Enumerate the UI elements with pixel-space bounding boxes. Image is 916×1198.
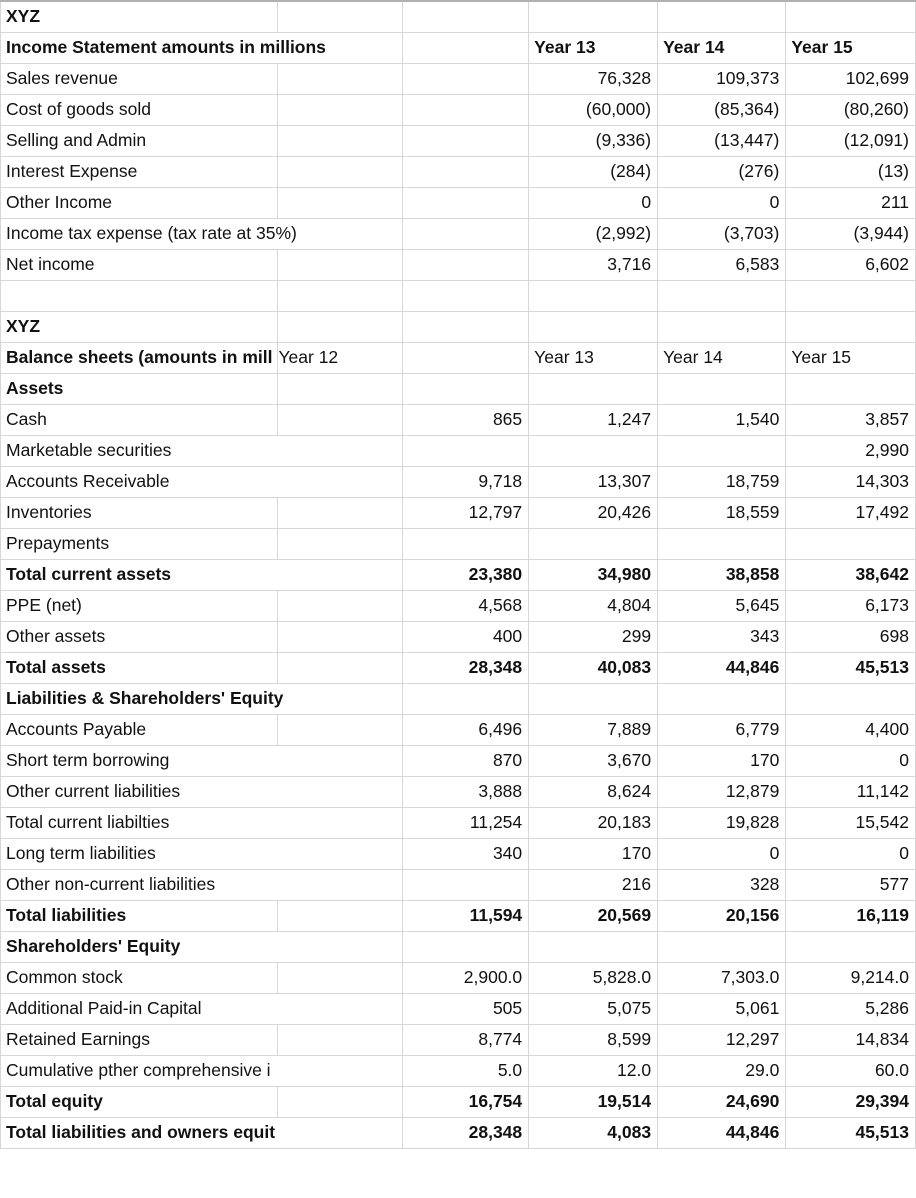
balance-row <box>1 1024 916 1055</box>
balance-value-cell[interactable]: 1,247 <box>529 404 658 435</box>
balance-row-label[interactable]: Cumulative pther comprehensive i <box>1 1055 403 1086</box>
income-header-row <box>1 32 916 63</box>
balance-value-cell[interactable]: 3,888 <box>403 776 529 807</box>
balance-value-cell[interactable]: 20,183 <box>529 807 658 838</box>
balance-value-cell[interactable]: 870 <box>403 745 529 776</box>
balance-value-cell[interactable]: 12.0 <box>529 1055 658 1086</box>
balance-value-cell[interactable]: 3,670 <box>529 745 658 776</box>
balance-value-cell[interactable]: 4,083 <box>529 1117 658 1148</box>
balance-value-cell[interactable]: 9,718 <box>403 466 529 497</box>
balance-row-label[interactable]: Marketable securities <box>1 435 403 466</box>
balance-value-cell[interactable] <box>658 931 786 962</box>
balance-row-label[interactable]: Accounts Payable <box>1 714 278 745</box>
balance-row-label[interactable]: Other assets <box>1 621 278 652</box>
balance-row-label[interactable]: Accounts Receivable <box>1 466 403 497</box>
income-row-label[interactable]: Cost of goods sold <box>1 94 278 125</box>
income-row <box>1 125 916 156</box>
balance-value-cell[interactable]: 17,492 <box>786 497 916 528</box>
balance-value-cell[interactable]: 3,857 <box>786 404 916 435</box>
empty-cell[interactable] <box>278 1024 403 1055</box>
empty-cell[interactable] <box>403 249 529 280</box>
empty-cell[interactable] <box>786 280 916 311</box>
balance-row <box>1 900 916 931</box>
balance-value-cell[interactable] <box>658 528 786 559</box>
income-value-cell[interactable]: (12,091) <box>786 125 916 156</box>
balance-row-label[interactable]: PPE (net) <box>1 590 278 621</box>
balance-row <box>1 497 916 528</box>
balance-year-header[interactable]: Year 15 <box>786 342 916 373</box>
balance-value-cell[interactable]: 340 <box>403 838 529 869</box>
balance-value-cell[interactable]: 6,173 <box>786 590 916 621</box>
balance-year-header[interactable]: Year 14 <box>658 342 786 373</box>
balance-value-cell[interactable]: 29.0 <box>658 1055 786 1086</box>
balance-value-cell[interactable]: 12,879 <box>658 776 786 807</box>
income-value-cell[interactable]: (276) <box>658 156 786 187</box>
empty-cell[interactable] <box>658 311 786 342</box>
income-value-cell[interactable]: (85,364) <box>658 94 786 125</box>
income-value-cell[interactable]: 6,583 <box>658 249 786 280</box>
income-value-cell[interactable]: (3,703) <box>658 218 786 249</box>
balance-value-cell[interactable]: 16,754 <box>403 1086 529 1117</box>
balance-value-cell[interactable]: 400 <box>403 621 529 652</box>
balance-value-cell[interactable]: 11,594 <box>403 900 529 931</box>
empty-cell[interactable] <box>278 156 403 187</box>
balance-row <box>1 1055 916 1086</box>
income-value-cell[interactable]: (2,992) <box>529 218 658 249</box>
balance-value-cell[interactable] <box>529 435 658 466</box>
empty-cell[interactable] <box>786 1 916 32</box>
income-value-cell[interactable]: 0 <box>658 187 786 218</box>
balance-value-cell[interactable] <box>403 435 529 466</box>
balance-value-cell[interactable] <box>786 683 916 714</box>
balance-row-label[interactable]: Shareholders' Equity <box>1 931 403 962</box>
empty-cell[interactable] <box>403 280 529 311</box>
balance-row-label[interactable]: Inventories <box>1 497 278 528</box>
balance-value-cell[interactable]: 60.0 <box>786 1055 916 1086</box>
empty-cell[interactable] <box>529 311 658 342</box>
income-value-cell[interactable]: 109,373 <box>658 63 786 94</box>
balance-value-cell[interactable] <box>658 373 786 404</box>
income-row <box>1 94 916 125</box>
balance-value-cell[interactable] <box>786 528 916 559</box>
balance-value-cell[interactable]: 0 <box>786 745 916 776</box>
empty-cell[interactable] <box>403 156 529 187</box>
balance-value-cell[interactable]: 45,513 <box>786 652 916 683</box>
balance-value-cell[interactable]: 28,348 <box>403 1117 529 1148</box>
balance-row-label[interactable]: Total assets <box>1 652 278 683</box>
empty-cell[interactable] <box>278 714 403 745</box>
income-value-cell[interactable]: (13) <box>786 156 916 187</box>
balance-value-cell[interactable]: 15,542 <box>786 807 916 838</box>
balance-value-cell[interactable]: 34,980 <box>529 559 658 590</box>
balance-value-cell[interactable]: 23,380 <box>403 559 529 590</box>
balance-row-label[interactable]: Retained Earnings <box>1 1024 278 1055</box>
empty-cell[interactable] <box>786 311 916 342</box>
balance-row-label[interactable]: Other current liabilities <box>1 776 403 807</box>
income-value-cell[interactable]: 0 <box>529 187 658 218</box>
balance-value-cell[interactable]: 18,559 <box>658 497 786 528</box>
balance-value-cell[interactable]: 7,889 <box>529 714 658 745</box>
balance-value-cell[interactable]: 19,514 <box>529 1086 658 1117</box>
empty-cell[interactable] <box>278 652 403 683</box>
empty-cell[interactable] <box>278 621 403 652</box>
balance-value-cell[interactable]: 38,642 <box>786 559 916 590</box>
empty-cell[interactable] <box>278 528 403 559</box>
balance-value-cell[interactable]: 5.0 <box>403 1055 529 1086</box>
income-row <box>1 156 916 187</box>
income-value-cell[interactable]: 6,602 <box>786 249 916 280</box>
balance-row <box>1 404 916 435</box>
balance-value-cell[interactable]: 28,348 <box>403 652 529 683</box>
balance-row <box>1 652 916 683</box>
balance-value-cell[interactable]: 2,990 <box>786 435 916 466</box>
balance-title[interactable]: Balance sheets (amounts in mill <box>1 342 278 373</box>
balance-value-cell[interactable]: 20,426 <box>529 497 658 528</box>
income-year-header[interactable]: Year 13 <box>529 32 658 63</box>
income-row-label[interactable]: Other Income <box>1 187 278 218</box>
balance-value-cell[interactable]: 2,900.0 <box>403 962 529 993</box>
income-row <box>1 249 916 280</box>
income-row <box>1 63 916 94</box>
income-value-cell[interactable]: 102,699 <box>786 63 916 94</box>
balance-row-label[interactable]: Total current assets <box>1 559 403 590</box>
empty-cell[interactable] <box>658 1 786 32</box>
balance-row-label[interactable]: Short term borrowing <box>1 745 403 776</box>
balance-value-cell[interactable]: 12,797 <box>403 497 529 528</box>
balance-value-cell[interactable] <box>658 435 786 466</box>
balance-value-cell[interactable]: 170 <box>658 745 786 776</box>
balance-row <box>1 590 916 621</box>
income-value-cell[interactable]: 211 <box>786 187 916 218</box>
income-value-cell[interactable]: (9,336) <box>529 125 658 156</box>
balance-row <box>1 559 916 590</box>
balance-value-cell[interactable]: 216 <box>529 869 658 900</box>
balance-header-row <box>1 342 916 373</box>
balance-value-cell[interactable] <box>658 683 786 714</box>
balance-value-cell[interactable]: 5,645 <box>658 590 786 621</box>
balance-row-label[interactable]: Total current liabilties <box>1 807 403 838</box>
balance-value-cell[interactable]: 11,142 <box>786 776 916 807</box>
empty-cell[interactable] <box>278 497 403 528</box>
income-company-label[interactable]: XYZ <box>1 1 278 32</box>
balance-value-cell[interactable] <box>786 931 916 962</box>
empty-cell[interactable] <box>278 590 403 621</box>
empty-cell[interactable] <box>278 249 403 280</box>
balance-value-cell[interactable] <box>403 931 529 962</box>
balance-row <box>1 714 916 745</box>
empty-cell[interactable] <box>658 280 786 311</box>
balance-value-cell[interactable]: 13,307 <box>529 466 658 497</box>
income-value-cell[interactable]: (80,260) <box>786 94 916 125</box>
balance-row <box>1 435 916 466</box>
income-row-label[interactable]: Selling and Admin <box>1 125 278 156</box>
balance-value-cell[interactable]: 40,083 <box>529 652 658 683</box>
balance-value-cell[interactable]: 14,303 <box>786 466 916 497</box>
empty-cell[interactable] <box>278 63 403 94</box>
income-value-cell[interactable]: (284) <box>529 156 658 187</box>
balance-row-label[interactable]: Total equity <box>1 1086 278 1117</box>
empty-cell[interactable] <box>403 63 529 94</box>
balance-value-cell[interactable]: 0 <box>658 838 786 869</box>
balance-value-cell[interactable] <box>403 683 529 714</box>
balance-row-label[interactable]: Liabilities & Shareholders' Equity <box>1 683 403 714</box>
income-title[interactable]: Income Statement amounts in millions <box>1 32 403 63</box>
balance-value-cell[interactable]: 24,690 <box>658 1086 786 1117</box>
balance-value-cell[interactable]: 170 <box>529 838 658 869</box>
balance-value-cell[interactable]: 8,774 <box>403 1024 529 1055</box>
balance-row <box>1 683 916 714</box>
balance-value-cell[interactable]: 19,828 <box>658 807 786 838</box>
balance-row-label[interactable]: Other non-current liabilities <box>1 869 403 900</box>
balance-row-label[interactable]: Common stock <box>1 962 278 993</box>
empty-cell[interactable] <box>278 900 403 931</box>
balance-value-cell[interactable]: 11,254 <box>403 807 529 838</box>
empty-cell[interactable] <box>278 404 403 435</box>
balance-value-cell[interactable] <box>403 528 529 559</box>
balance-value-cell[interactable]: 5,075 <box>529 993 658 1024</box>
balance-row-label[interactable]: Prepayments <box>1 528 278 559</box>
balance-value-cell[interactable]: 20,569 <box>529 900 658 931</box>
empty-cell[interactable] <box>278 311 403 342</box>
balance-row <box>1 1117 916 1148</box>
balance-year-header[interactable]: Year 12 <box>278 342 403 373</box>
empty-cell[interactable] <box>403 32 529 63</box>
balance-value-cell[interactable]: 505 <box>403 993 529 1024</box>
empty-cell[interactable] <box>278 373 403 404</box>
balance-value-cell[interactable]: 14,834 <box>786 1024 916 1055</box>
balance-value-cell[interactable] <box>403 373 529 404</box>
balance-row <box>1 745 916 776</box>
balance-row-label[interactable]: Cash <box>1 404 278 435</box>
balance-value-cell[interactable]: 577 <box>786 869 916 900</box>
balance-value-cell[interactable] <box>529 683 658 714</box>
balance-value-cell[interactable]: 16,119 <box>786 900 916 931</box>
balance-value-cell[interactable]: 5,828.0 <box>529 962 658 993</box>
balance-value-cell[interactable]: 20,156 <box>658 900 786 931</box>
balance-value-cell[interactable] <box>529 528 658 559</box>
balance-year-header[interactable]: Year 13 <box>529 342 658 373</box>
empty-cell[interactable] <box>278 1 403 32</box>
empty-cell[interactable] <box>403 311 529 342</box>
balance-value-cell[interactable]: 4,804 <box>529 590 658 621</box>
empty-cell[interactable] <box>403 94 529 125</box>
balance-value-cell[interactable]: 44,846 <box>658 1117 786 1148</box>
balance-value-cell[interactable] <box>529 931 658 962</box>
balance-value-cell[interactable]: 1,540 <box>658 404 786 435</box>
balance-value-cell[interactable]: 8,624 <box>529 776 658 807</box>
balance-value-cell[interactable]: 8,599 <box>529 1024 658 1055</box>
balance-row <box>1 776 916 807</box>
balance-row <box>1 807 916 838</box>
balance-value-cell[interactable]: 343 <box>658 621 786 652</box>
income-row-label[interactable]: Interest Expense <box>1 156 278 187</box>
empty-cell[interactable] <box>529 1 658 32</box>
income-value-cell[interactable]: (60,000) <box>529 94 658 125</box>
balance-value-cell[interactable] <box>529 373 658 404</box>
income-row-label[interactable]: Net income <box>1 249 278 280</box>
balance-row-label[interactable]: Long term liabilities <box>1 838 403 869</box>
balance-value-cell[interactable]: 18,759 <box>658 466 786 497</box>
balance-value-cell[interactable]: 45,513 <box>786 1117 916 1148</box>
income-row <box>1 187 916 218</box>
balance-row <box>1 869 916 900</box>
balance-row <box>1 931 916 962</box>
income-year-header[interactable]: Year 14 <box>658 32 786 63</box>
balance-row <box>1 1086 916 1117</box>
empty-cell[interactable] <box>529 280 658 311</box>
balance-row <box>1 373 916 404</box>
empty-cell[interactable] <box>278 187 403 218</box>
balance-value-cell[interactable]: 328 <box>658 869 786 900</box>
empty-cell[interactable] <box>278 1086 403 1117</box>
empty-cell[interactable] <box>403 125 529 156</box>
balance-value-cell[interactable]: 29,394 <box>786 1086 916 1117</box>
balance-row <box>1 466 916 497</box>
balance-value-cell[interactable]: 5,286 <box>786 993 916 1024</box>
income-row <box>1 218 916 249</box>
blank-row <box>1 280 916 311</box>
balance-value-cell[interactable]: 698 <box>786 621 916 652</box>
empty-cell[interactable] <box>403 218 529 249</box>
income-year-header[interactable]: Year 15 <box>786 32 916 63</box>
balance-value-cell[interactable] <box>786 373 916 404</box>
empty-cell[interactable] <box>278 280 403 311</box>
income-row-label[interactable]: Sales revenue <box>1 63 278 94</box>
empty-cell[interactable] <box>403 1 529 32</box>
balance-value-cell[interactable]: 299 <box>529 621 658 652</box>
balance-row-label[interactable]: Total liabilities <box>1 900 278 931</box>
empty-cell[interactable] <box>278 962 403 993</box>
balance-row <box>1 528 916 559</box>
balance-value-cell[interactable]: 0 <box>786 838 916 869</box>
empty-cell[interactable] <box>403 342 529 373</box>
balance-row-label[interactable]: Assets <box>1 373 278 404</box>
balance-company-row <box>1 311 916 342</box>
balance-row <box>1 621 916 652</box>
balance-row-label[interactable]: Additional Paid-in Capital <box>1 993 403 1024</box>
balance-value-cell[interactable]: 6,779 <box>658 714 786 745</box>
balance-value-cell[interactable]: 9,214.0 <box>786 962 916 993</box>
balance-value-cell[interactable]: 5,061 <box>658 993 786 1024</box>
balance-value-cell[interactable]: 44,846 <box>658 652 786 683</box>
balance-value-cell[interactable]: 38,858 <box>658 559 786 590</box>
balance-value-cell[interactable]: 6,496 <box>403 714 529 745</box>
income-row-label[interactable]: Income tax expense (tax rate at 35%) <box>1 218 403 249</box>
income-company-row <box>1 1 916 32</box>
income-value-cell[interactable]: 3,716 <box>529 249 658 280</box>
balance-company-label[interactable]: XYZ <box>1 311 278 342</box>
balance-row <box>1 838 916 869</box>
empty-cell[interactable] <box>403 187 529 218</box>
balance-row <box>1 962 916 993</box>
balance-value-cell[interactable]: 12,297 <box>658 1024 786 1055</box>
balance-row-label[interactable]: Total liabilities and owners equit <box>1 1117 403 1148</box>
balance-value-cell[interactable]: 4,400 <box>786 714 916 745</box>
income-value-cell[interactable]: 76,328 <box>529 63 658 94</box>
balance-value-cell[interactable]: 7,303.0 <box>658 962 786 993</box>
empty-cell[interactable] <box>1 280 278 311</box>
balance-value-cell[interactable] <box>403 869 529 900</box>
empty-cell[interactable] <box>278 125 403 156</box>
income-value-cell[interactable]: (3,944) <box>786 218 916 249</box>
balance-row <box>1 993 916 1024</box>
balance-value-cell[interactable]: 4,568 <box>403 590 529 621</box>
balance-value-cell[interactable]: 865 <box>403 404 529 435</box>
empty-cell[interactable] <box>278 94 403 125</box>
income-value-cell[interactable]: (13,447) <box>658 125 786 156</box>
